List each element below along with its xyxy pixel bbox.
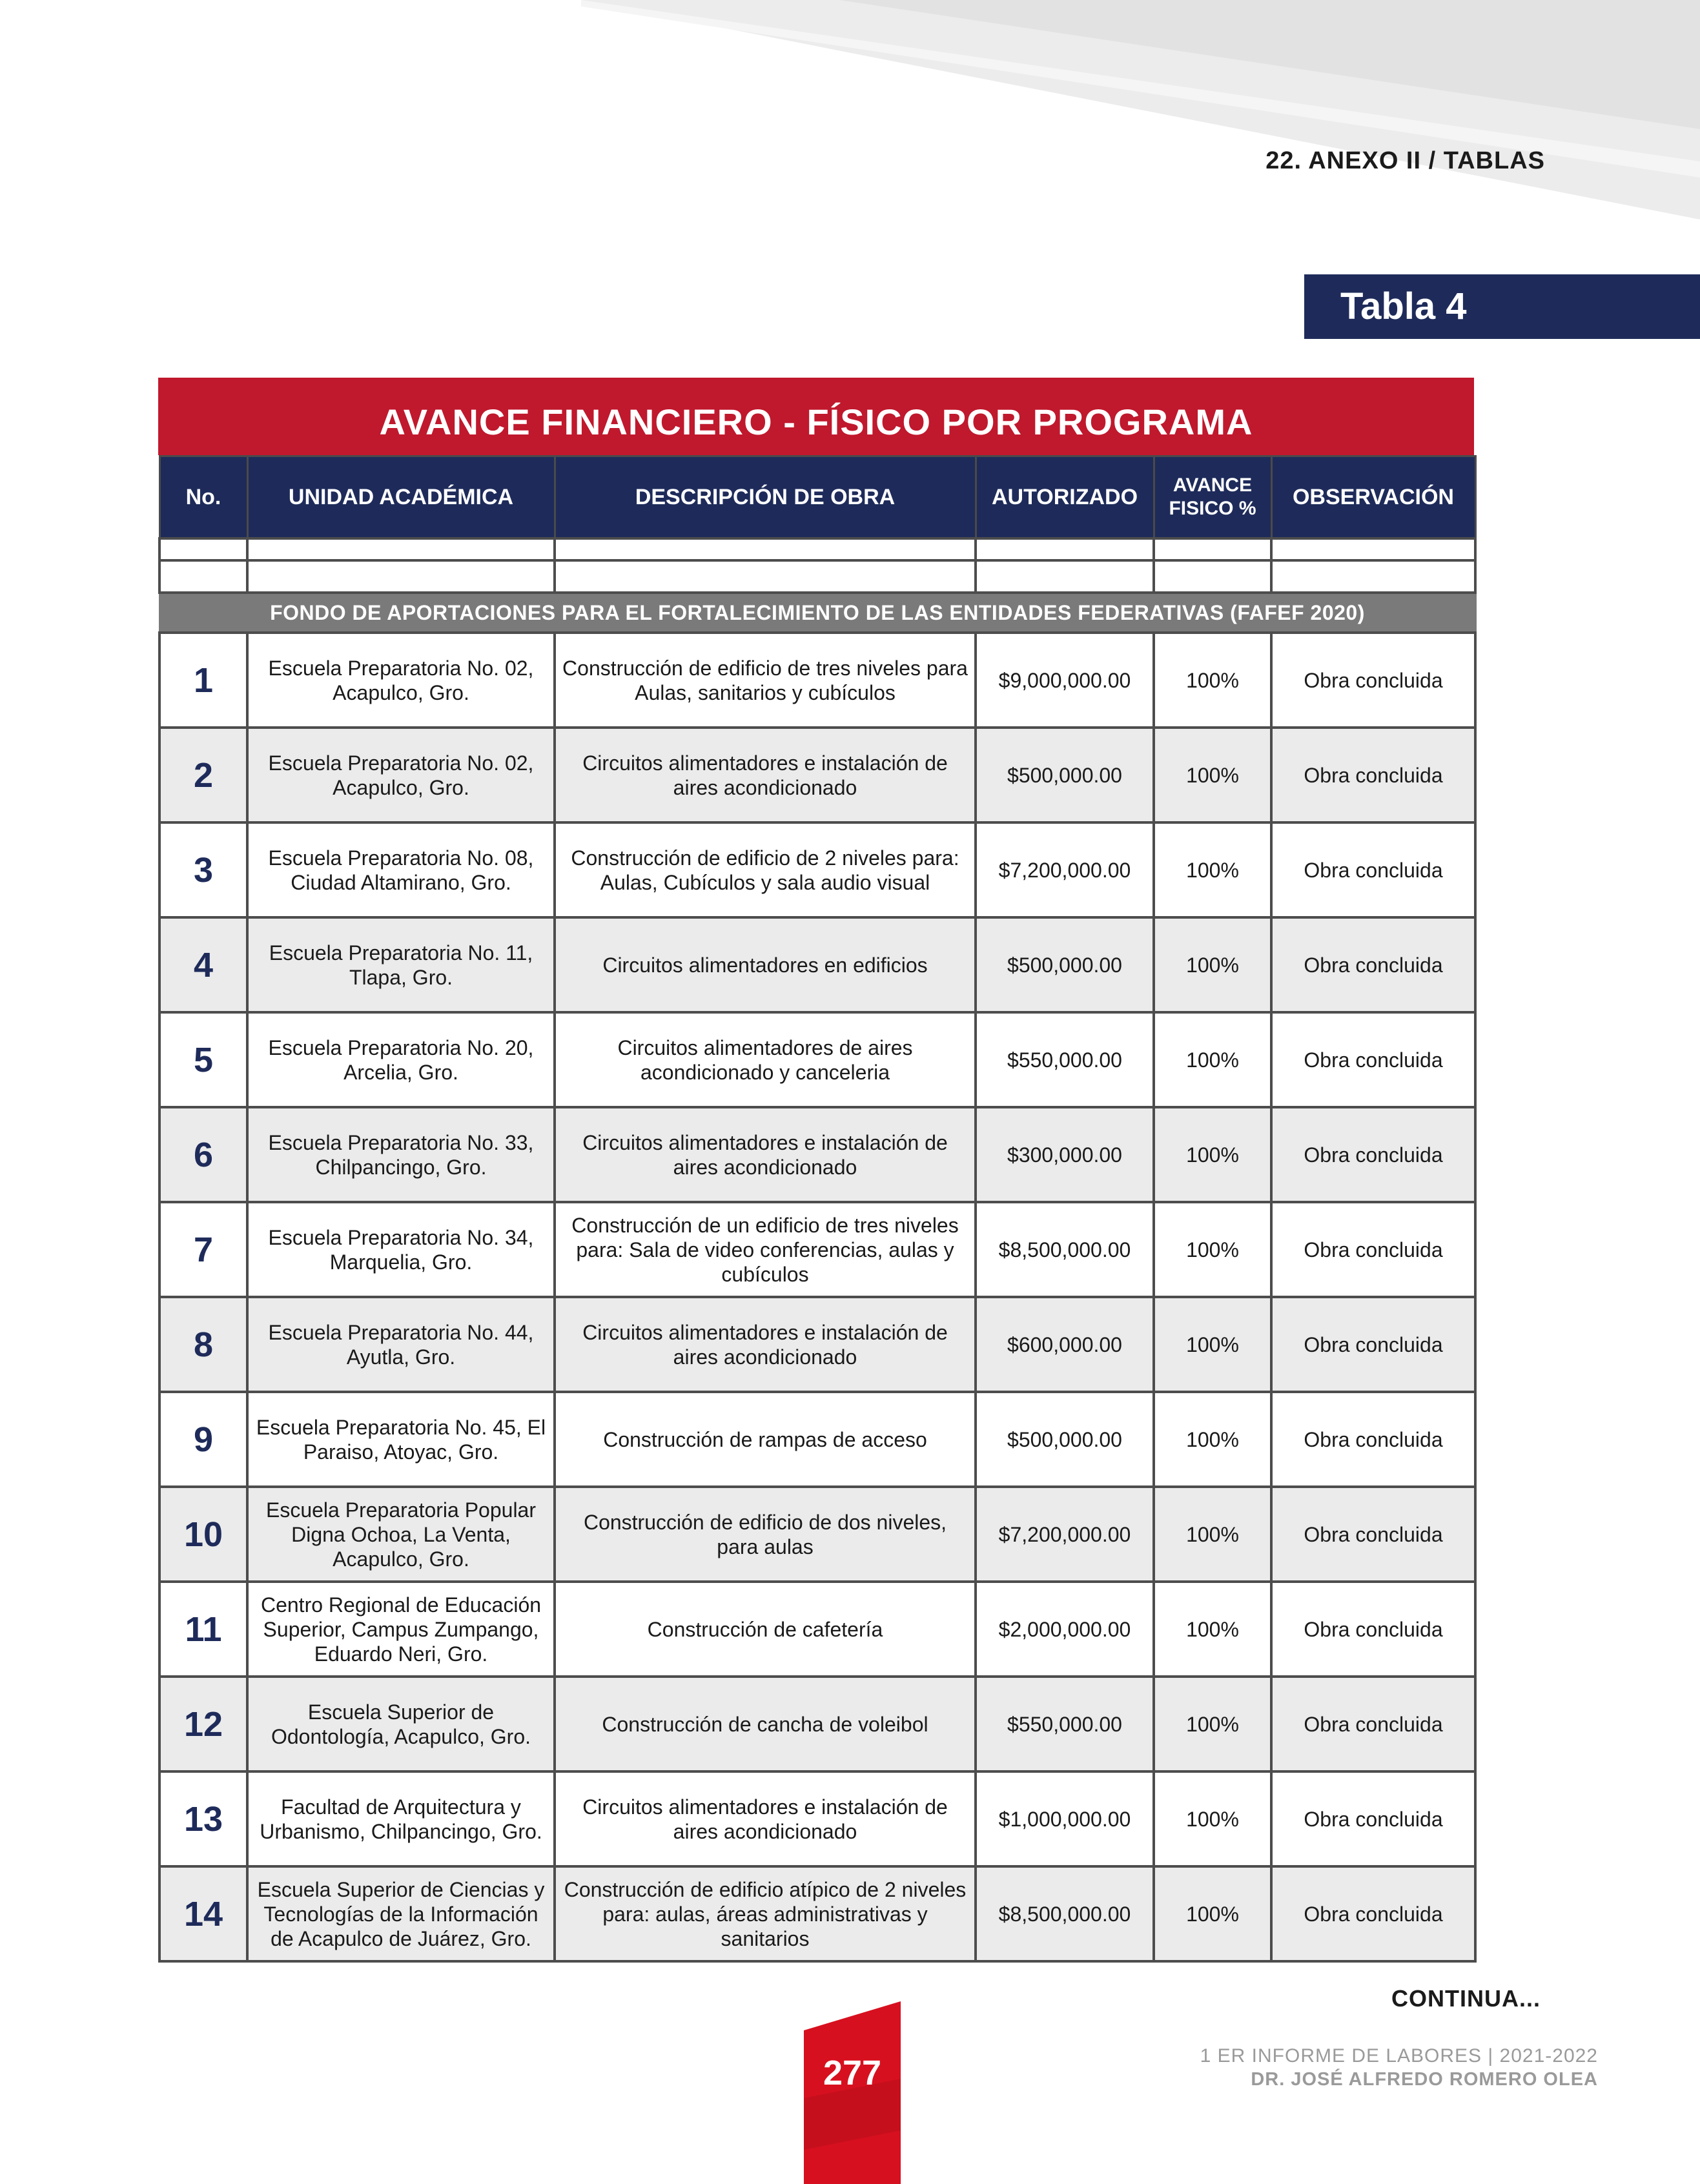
cell-unidad: Escuela Preparatoria No. 11, Tlapa, Gro. [247,917,555,1012]
cell-descripcion: Construcción de cancha de voleibol [555,1677,976,1771]
cell-no: 11 [159,1582,247,1677]
cell-no: 1 [159,633,247,728]
cell-no: 9 [159,1392,247,1487]
fund-label: FONDO DE APORTACIONES PARA EL FORTALECIMIENTO DE LAS ENTIDADES FEDERATIVAS (FAFEF 2020) [159,593,1475,633]
cell-autorizado: $8,500,000.00 [976,1202,1154,1297]
table-row [159,728,1475,822]
cell-avance: 100% [1154,1107,1271,1202]
cell-no: 13 [159,1771,247,1866]
cell-observacion: Obra concluida [1271,728,1475,822]
cell-descripcion: Construcción de rampas de acceso [555,1392,976,1487]
table-row [159,1771,1475,1866]
cell-autorizado: $1,000,000.00 [976,1771,1154,1866]
cell-descripcion: Construcción de edificio de dos niveles, para aulas [555,1487,976,1582]
table-row [159,1202,1475,1297]
cell-unidad: Escuela Preparatoria No. 20, Arcelia, Gro. [247,1012,555,1107]
table-row [159,822,1475,917]
cell-no: 6 [159,1107,247,1202]
cell-avance: 100% [1154,1677,1271,1771]
footer-report: 1 ER INFORME DE LABORES | 2021-2022 [1200,2045,1598,2067]
cell-avance: 100% [1154,728,1271,822]
cell-unidad: Escuela Preparatoria No. 02, Acapulco, Gro. [247,633,555,728]
header-avance-line1: AVANCE [1173,475,1253,496]
cell-observacion: Obra concluida [1271,1771,1475,1866]
header-row [159,456,1475,539]
table-row [159,917,1475,1012]
cell-unidad: Escuela Preparatoria No. 34, Marquelia, Gro. [247,1202,555,1297]
cell-avance: 100% [1154,1392,1271,1487]
cell-no: 10 [159,1487,247,1582]
cell-observacion: Obra concluida [1271,1202,1475,1297]
cell-unidad: Escuela Preparatoria No. 33, Chilpancingo, Gro. [247,1107,555,1202]
cell-avance: 100% [1154,1582,1271,1677]
cell-avance: 100% [1154,633,1271,728]
cell-observacion: Obra concluida [1271,1677,1475,1771]
cell-avance: 100% [1154,917,1271,1012]
header-avance [1154,456,1271,539]
cell-unidad: Escuela Preparatoria No. 08, Ciudad Altamirano, Gro. [247,822,555,917]
cell-autorizado: $8,500,000.00 [976,1866,1154,1961]
table-title: AVANCE FINANCIERO - FÍSICO POR PROGRAMA [158,378,1474,455]
blank-row [159,560,1475,593]
header-decoration [0,0,1700,271]
header-observacion: OBSERVACIÓN [1271,456,1475,539]
cell-unidad: Facultad de Arquitectura y Urbanismo, Chilpancingo, Gro. [247,1771,555,1866]
cell-avance: 100% [1154,1866,1271,1961]
cell-autorizado: $550,000.00 [976,1012,1154,1107]
cell-observacion: Obra concluida [1271,1582,1475,1677]
cell-descripcion: Circuitos alimentadores e instalación de aires acondicionado [555,728,976,822]
cell-unidad: Escuela Superior de Odontología, Acapulco, Gro. [247,1677,555,1771]
cell-autorizado: $500,000.00 [976,728,1154,822]
fund-row [159,593,1475,633]
cell-no: 4 [159,917,247,1012]
cell-observacion: Obra concluida [1271,633,1475,728]
header-avance-line2: FISICO % [1169,498,1256,519]
table-row [159,1012,1475,1107]
cell-avance: 100% [1154,1297,1271,1392]
cell-descripcion: Circuitos alimentadores e instalación de aires acondicionado [555,1771,976,1866]
cell-observacion: Obra concluida [1271,1487,1475,1582]
cell-descripcion: Circuitos alimentadores e instalación de aires acondicionado [555,1297,976,1392]
table-row [159,1487,1475,1582]
blank-row [159,538,1475,560]
cell-no: 3 [159,822,247,917]
cell-autorizado: $7,200,000.00 [976,1487,1154,1582]
cell-observacion: Obra concluida [1271,1392,1475,1487]
cell-unidad: Escuela Preparatoria No. 45, El Paraiso, Atoyac, Gro. [247,1392,555,1487]
cell-descripcion: Circuitos alimentadores de aires acondicionado y canceleria [555,1012,976,1107]
cell-descripcion: Construcción de cafetería [555,1582,976,1677]
cell-unidad: Escuela Preparatoria Popular Digna Ochoa, La Venta, Acapulco, Gro. [247,1487,555,1582]
cell-autorizado: $550,000.00 [976,1677,1154,1771]
header-unidad: UNIDAD ACADÉMICA [247,456,555,539]
table-row [159,1866,1475,1961]
cell-no: 7 [159,1202,247,1297]
cell-no: 14 [159,1866,247,1961]
cell-autorizado: $600,000.00 [976,1297,1154,1392]
cell-no: 8 [159,1297,247,1392]
cell-autorizado: $500,000.00 [976,1392,1154,1487]
cell-autorizado: $300,000.00 [976,1107,1154,1202]
cell-avance: 100% [1154,822,1271,917]
data-table [158,455,1477,1963]
header-no: No. [159,456,247,539]
cell-descripcion: Construcción de edificio de tres niveles para Aulas, sanitarios y cubículos [555,633,976,728]
table-row [159,1677,1475,1771]
cell-avance: 100% [1154,1771,1271,1866]
cell-no: 5 [159,1012,247,1107]
footer-author: DR. JOSÉ ALFREDO ROMERO OLEA [1251,2069,1598,2090]
cell-descripcion: Construcción de un edificio de tres niveles para: Sala de video conferencias, aulas y cubículos [555,1202,976,1297]
table-row [159,1107,1475,1202]
cell-avance: 100% [1154,1487,1271,1582]
cell-avance: 100% [1154,1202,1271,1297]
cell-no: 12 [159,1677,247,1771]
table-label: Tabla 4 [1304,274,1700,339]
section-header: 22. ANEXO II / TABLAS [1265,147,1545,174]
continua-label: CONTINUA... [1391,1985,1541,2012]
cell-unidad: Escuela Preparatoria No. 02, Acapulco, Gro. [247,728,555,822]
cell-descripcion: Construcción de edificio de 2 niveles para: Aulas, Cubículos y sala audio visual [555,822,976,917]
cell-descripcion: Construcción de edificio atípico de 2 niveles para: aulas, áreas administrativas y sanitarios [555,1866,976,1961]
table-row [159,1392,1475,1487]
cell-observacion: Obra concluida [1271,1107,1475,1202]
header-autorizado: AUTORIZADO [976,456,1154,539]
cell-observacion: Obra concluida [1271,1866,1475,1961]
cell-avance: 100% [1154,1012,1271,1107]
cell-autorizado: $2,000,000.00 [976,1582,1154,1677]
cell-descripcion: Circuitos alimentadores en edificios [555,917,976,1012]
cell-observacion: Obra concluida [1271,822,1475,917]
cell-autorizado: $9,000,000.00 [976,633,1154,728]
cell-descripcion: Circuitos alimentadores e instalación de aires acondicionado [555,1107,976,1202]
cell-no: 2 [159,728,247,822]
cell-autorizado: $500,000.00 [976,917,1154,1012]
financial-progress-table [158,378,1474,1963]
table-row [159,1582,1475,1677]
header-descripcion: DESCRIPCIÓN DE OBRA [555,456,976,539]
cell-unidad: Centro Regional de Educación Superior, Campus Zumpango, Eduardo Neri, Gro. [247,1582,555,1677]
cell-autorizado: $7,200,000.00 [976,822,1154,917]
page-number: 277 [823,2054,882,2092]
cell-observacion: Obra concluida [1271,1297,1475,1392]
cell-observacion: Obra concluida [1271,1012,1475,1107]
cell-unidad: Escuela Superior de Ciencias y Tecnologías de la Información de Acapulco de Juárez, Gro. [247,1866,555,1961]
cell-unidad: Escuela Preparatoria No. 44, Ayutla, Gro. [247,1297,555,1392]
cell-observacion: Obra concluida [1271,917,1475,1012]
table-row [159,1297,1475,1392]
table-row [159,633,1475,728]
